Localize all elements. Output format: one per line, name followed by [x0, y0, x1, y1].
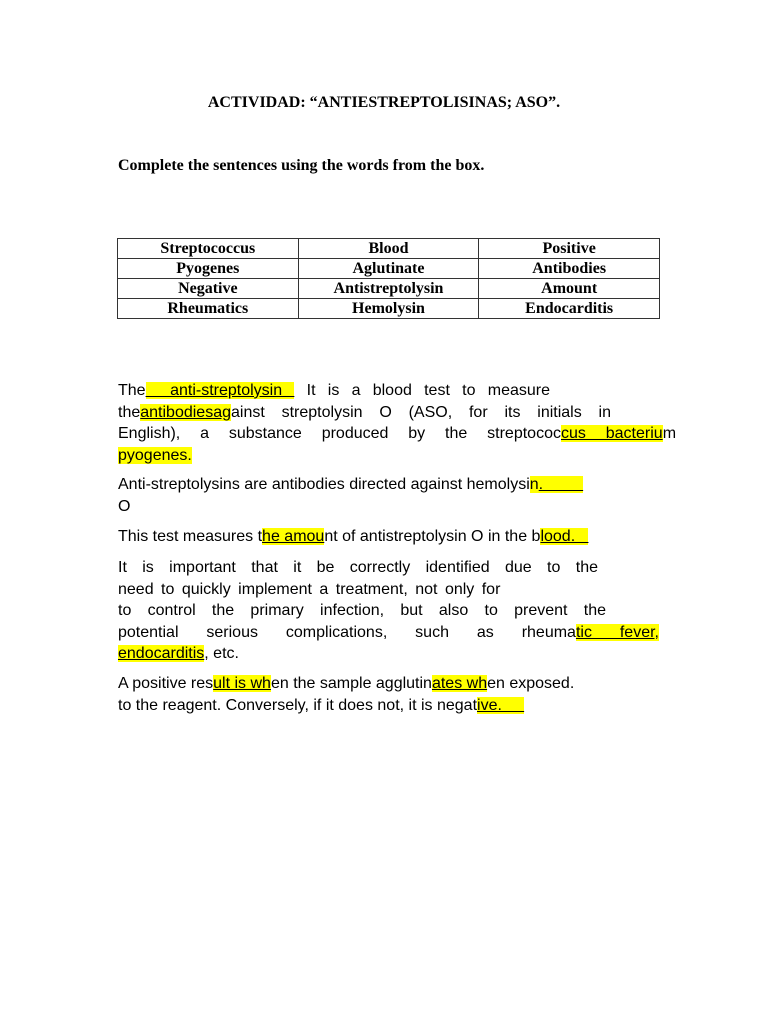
- paragraph-line: [118, 695, 678, 717]
- paragraph-line: need to quickly implement a treatment, not only for: [118, 580, 501, 598]
- table-row: [118, 259, 660, 279]
- table-cell: Endocarditis: [479, 299, 660, 319]
- instructions: Complete the sentences using the words from the box.: [118, 157, 485, 174]
- table-cell: Rheumatics: [118, 299, 299, 319]
- text-run: .: [187, 446, 192, 464]
- table-cell: Hemolysin: [298, 299, 479, 319]
- paragraph-line: to control the primary infection, but also to prevent the: [118, 602, 606, 619]
- table-cell: Pyogenes: [118, 259, 299, 279]
- paragraph-line: [118, 402, 611, 424]
- paragraph-line: O: [118, 497, 131, 515]
- text-run: , etc.: [204, 645, 239, 662]
- table-row: [118, 239, 660, 259]
- highlighted-answer: tic fever,: [575, 623, 659, 641]
- table-cell: Antistreptolysin: [298, 279, 479, 299]
- paragraph-line: [118, 380, 550, 402]
- paragraph-1: [118, 380, 677, 466]
- table-row: [118, 299, 660, 319]
- text-run: m: [662, 425, 677, 442]
- text-run: the: [118, 403, 141, 421]
- highlighted-answer: anti-streptolysin: [145, 382, 295, 399]
- text-run: Anti-streptolysins are antibodies directed against hemolysi: [118, 476, 530, 493]
- paragraph-3: [118, 526, 678, 548]
- table-cell: Amount: [479, 279, 660, 299]
- text-run: A positive res: [118, 675, 214, 692]
- paragraph-line: [118, 526, 678, 548]
- paragraph-line: [118, 673, 678, 695]
- highlighted-answer: endocarditis: [118, 645, 205, 662]
- highlighted-answer: pyogenes: [118, 446, 188, 464]
- text-run: potential serious complications, such as rheuma: [118, 623, 576, 641]
- table-cell: Negative: [118, 279, 299, 299]
- highlighted-answer: .: [538, 476, 584, 493]
- text-run: This test measures t: [118, 528, 263, 545]
- paragraph-4: [118, 557, 659, 665]
- text-run: It is a blood test to measure: [294, 382, 550, 399]
- highlighted-answer: he amou: [262, 528, 325, 545]
- highlighted-answer: cus bacteriu: [560, 425, 663, 442]
- table-cell: Aglutinate: [298, 259, 479, 279]
- table-cell: Positive: [479, 239, 660, 259]
- text-run: en the sample agglutin: [270, 675, 432, 692]
- table-cell: Blood: [298, 239, 479, 259]
- table-cell: Streptococcus: [118, 239, 299, 259]
- highlighted-answer: lood.: [540, 528, 589, 545]
- paragraph-line: [118, 423, 676, 445]
- text-run: en exposed.: [487, 675, 575, 692]
- paragraph-2: [118, 474, 678, 517]
- text-run: The: [118, 382, 146, 399]
- highlighted-answer: ult is wh: [213, 675, 271, 692]
- paragraph-line: [118, 474, 678, 496]
- text-run: to the reagent. Conversely, if it does not, it is negat: [118, 696, 478, 714]
- highlighted-answer: ive.: [477, 696, 525, 714]
- highlighted-answer: antibodiesag: [140, 403, 231, 421]
- table-cell: Antibodies: [479, 259, 660, 279]
- word-box-table: [117, 238, 660, 319]
- paragraph-line: [118, 445, 659, 467]
- paragraph-5: [118, 673, 678, 716]
- page-title: ACTIVIDAD: “ANTIESTREPTOLISINAS; ASO”.: [207, 94, 561, 111]
- paragraph-line: [118, 622, 659, 644]
- table-row: [118, 279, 660, 299]
- highlighted-answer: ates wh: [431, 675, 488, 692]
- text-run: ainst streptolysin O (ASO, for its initials in: [231, 403, 611, 421]
- paragraph-line: [118, 643, 659, 665]
- text-run: nt of antistreptolysin O in the b: [324, 528, 541, 545]
- text-run: English), a substance produced by the streptococ: [118, 425, 561, 442]
- paragraph-line: It is important that it be correctly identified due to the: [118, 559, 598, 576]
- highlighted-answer: n: [529, 476, 539, 493]
